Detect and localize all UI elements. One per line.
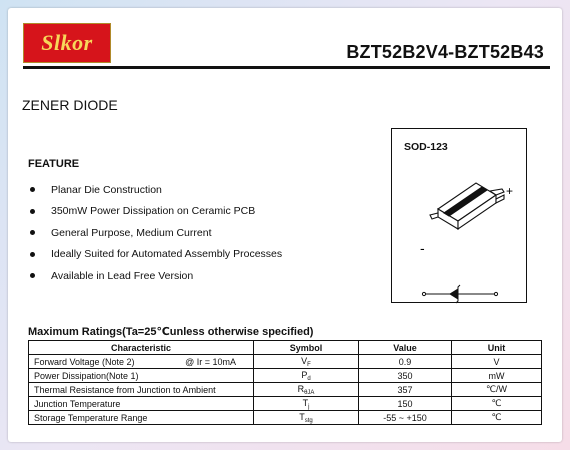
bullet-icon bbox=[30, 252, 35, 257]
condition-text: @ Ir = 10mA bbox=[185, 356, 236, 367]
feature-text: Planar Die Construction bbox=[51, 183, 162, 196]
symbol-text: V bbox=[301, 355, 308, 366]
symbol-text: T bbox=[302, 397, 309, 408]
symbol-cell bbox=[254, 411, 359, 425]
bullet-icon bbox=[30, 187, 35, 192]
table-row bbox=[29, 369, 542, 383]
part-number-title: BZT52B2V4-BZT52B43 bbox=[346, 42, 544, 62]
symbol-cell bbox=[254, 355, 359, 369]
package-figure bbox=[391, 128, 527, 303]
characteristic-cell bbox=[29, 355, 254, 369]
value-cell: 350 bbox=[359, 369, 452, 383]
feature-item bbox=[30, 244, 282, 266]
ratings-table bbox=[28, 340, 542, 425]
symbol-subscript: F bbox=[307, 361, 311, 368]
feature-list bbox=[30, 179, 282, 287]
column-header: Unit bbox=[452, 341, 542, 355]
bullet-icon bbox=[30, 273, 35, 278]
unit-cell: ℃/W bbox=[452, 383, 542, 397]
symbol-text: T bbox=[299, 411, 305, 422]
unit-cell: ℃ bbox=[452, 411, 542, 425]
unit-cell: mW bbox=[452, 369, 542, 383]
symbol-cell bbox=[254, 383, 359, 397]
value-cell: 357 bbox=[359, 383, 452, 397]
feature-text: Ideally Suited for Automated Assembly Processes bbox=[51, 248, 283, 261]
plus-marker: + bbox=[506, 184, 514, 198]
table-row bbox=[29, 355, 542, 369]
feature-text: 350mW Power Dissipation on Ceramic PCB bbox=[51, 205, 256, 218]
zener-diode-symbol-icon bbox=[422, 285, 497, 303]
feature-item bbox=[30, 222, 282, 244]
brand-logo bbox=[23, 23, 111, 63]
feature-item bbox=[30, 265, 282, 287]
characteristic-cell: Junction Temperature bbox=[29, 397, 254, 411]
bullet-icon bbox=[30, 209, 35, 214]
minus-marker: - bbox=[420, 240, 425, 256]
symbol-subscript: stg bbox=[304, 417, 313, 424]
column-header: Symbol bbox=[254, 341, 359, 355]
feature-text: General Purpose, Medium Current bbox=[51, 226, 212, 239]
table-row bbox=[29, 397, 542, 411]
value-cell: -55 ~ +150 bbox=[359, 411, 452, 425]
symbol-cell bbox=[254, 369, 359, 383]
logo-text: Slkor bbox=[41, 30, 93, 55]
feature-item bbox=[30, 179, 282, 201]
table-row bbox=[29, 383, 542, 397]
symbol-text: R bbox=[297, 383, 305, 394]
feature-item bbox=[30, 201, 282, 223]
characteristic-cell: Storage Temperature Range bbox=[29, 411, 254, 425]
package-label: SOD-123 bbox=[404, 141, 448, 153]
sod123-package-icon bbox=[430, 183, 504, 229]
value-cell: 0.9 bbox=[359, 355, 452, 369]
unit-cell: ℃ bbox=[452, 397, 542, 411]
feature-heading: FEATURE bbox=[28, 158, 80, 170]
characteristic-cell: Power Dissipation(Note 1) bbox=[29, 369, 254, 383]
bullet-icon bbox=[30, 230, 35, 235]
package-drawing bbox=[392, 129, 528, 304]
symbol-cell bbox=[254, 397, 359, 411]
symbol-subscript: j bbox=[308, 403, 310, 410]
column-header: Value bbox=[359, 341, 452, 355]
ratings-heading: Maximum Ratings(Ta=25℃unless otherwise specified) bbox=[28, 326, 314, 338]
table-row bbox=[29, 411, 542, 425]
header-rule bbox=[23, 66, 550, 69]
symbol-subscript: θJA bbox=[304, 389, 315, 396]
datasheet-page bbox=[8, 8, 562, 442]
characteristic-cell: Thermal Resistance from Junction to Ambient bbox=[29, 383, 254, 397]
value-cell: 150 bbox=[359, 397, 452, 411]
unit-cell: V bbox=[452, 355, 542, 369]
device-type-title: ZENER DIODE bbox=[22, 97, 118, 113]
symbol-text: P bbox=[301, 369, 308, 380]
symbol-subscript: d bbox=[307, 375, 311, 382]
column-header: Characteristic bbox=[29, 341, 254, 355]
characteristic-text: Forward Voltage (Note 2) bbox=[34, 356, 135, 367]
feature-text: Available in Lead Free Version bbox=[51, 269, 194, 282]
table-header-row bbox=[29, 341, 542, 355]
